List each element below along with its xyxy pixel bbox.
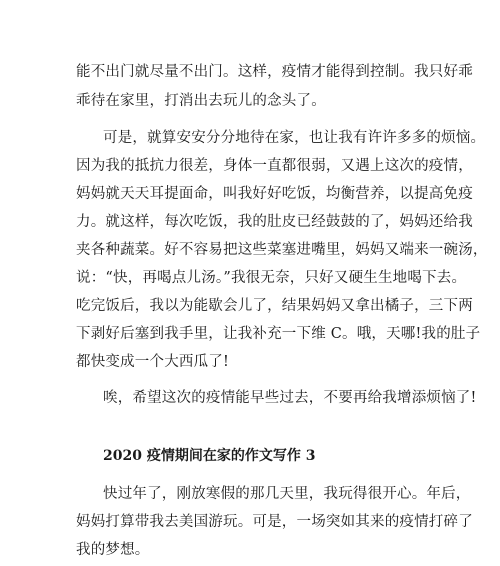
paragraph-3-line-1: 唉，希望这次的疫情能早些过去，不要再给我增添烦恼了!: [103, 390, 477, 406]
paragraph-4-line-3: 我的梦想。: [76, 542, 150, 558]
paragraph-2-line-5: 夹各种蔬菜。好不容易把这些菜塞进嘴里，妈妈又端来一碗汤，: [76, 242, 488, 258]
paragraph-2-line-1: 可是，就算安安分分地待在家，也让我有许许多多的烦恼。: [103, 130, 486, 146]
paragraph-2-line-2: 因为我的抵抗力很差，身体一直都很弱，又遇上这次的疫情，: [76, 158, 473, 174]
paragraph-4-line-2: 妈妈打算带我去美国游玩。可是，一场突如其来的疫情打碎了: [76, 514, 473, 530]
paragraph-2-line-4: 力。就这样，每次吃饭，我的肚皮已经鼓鼓的了，妈妈还给我: [76, 214, 473, 230]
paragraph-4-line-1: 快过年了，刚放寒假的那几天里，我玩得很开心。年后，: [103, 486, 471, 502]
paragraph-2-line-8: 下剥好后塞到我手里，让我补充一下维 C。哦，天哪!我的肚子: [76, 326, 481, 342]
paragraph-2-line-9: 都快变成一个大西瓜了!: [76, 354, 230, 370]
paragraph-1-line-2: 乖待在家里，打消出去玩儿的念头了。: [76, 93, 326, 109]
paragraph-1-line-1: 能不出门就尽量不出门。这样，疫情才能得到控制。我只好乖: [76, 64, 473, 80]
paragraph-2-line-7: 吃完饭后，我以为能歇会儿了，结果妈妈又拿出橘子，三下两: [76, 298, 473, 314]
section-heading: 2020 疫情期间在家的作文写作 3: [103, 448, 316, 464]
paragraph-2-line-6: 说：“快，再喝点儿汤。”我很无奈，只好又硬生生地喝下去。: [76, 270, 467, 286]
paragraph-2-line-3: 妈妈就天天耳提面命，叫我好好吃饭，均衡营养，以提高免疫: [76, 186, 473, 202]
